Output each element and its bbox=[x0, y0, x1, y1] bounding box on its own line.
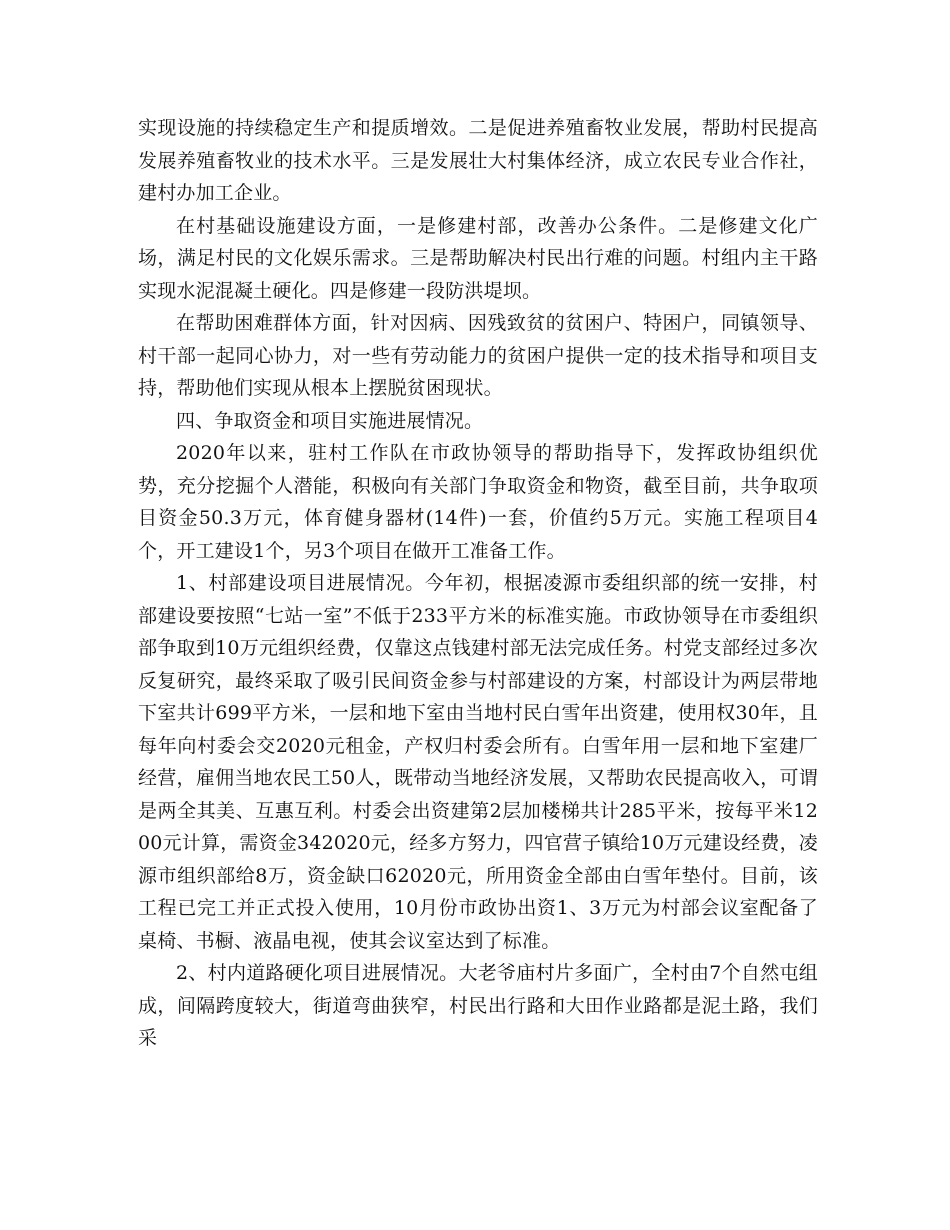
paragraph-7: 2、村内道路硬化项目进展情况。大老爷庙村片多面广，全村由7个自然屯组成，间隔跨度较大，街道弯曲狭窄，村民出行路和大田作业路都是泥土路，我们采 bbox=[138, 962, 818, 1049]
paragraph-3: 在帮助困难群体方面，针对因病、因残致贫的贫困户、特困户，同镇领导、村干部一起同心协力，对一些有劳动能力的贫困户提供一定的技术指导和项目支持，帮助他们实现从根本上摆脱贫困现状。 bbox=[138, 312, 818, 399]
section-heading-4: 四、争取资金和项目实施进展情况。 bbox=[176, 409, 484, 432]
paragraph-6: 1、村部建设项目进展情况。今年初，根据凌源市委组织部的统一安排，村部建设要按照“七站一室”不低于233平方米的标准实施。市政协领导在市委组织部争取到10万元组织经费，仅靠这点钱建村部无法完成任务。村党支部经过多次反复研究，最终采取了吸引民间资金参与村部建设的方案，村部设计为两层带地下室共计699平方米，一层和地下室由当地村民白雪年出资建，使用权30年，且每年向村委会交2020元租金，产权归村委会所有。白雪年用一层和地下室建厂经营，雇佣当地农民工50人，既带动当地经济发展，又帮助农民提高收入，可谓是两全其美、互惠互利。村委会出资建第2层加楼梯共计285平米，按每平米1200元计算，需资金342020元，经多方努力，四官营子镇给10万元建设经费，凌源市组织部给8万，资金缺口62020元，所用资金全部由白雪年垫付。目前，该工程已完工并正式投入使用，10月份市政协出资1、3万元为村部会议室配备了桌椅、书橱、液晶电视，使其会议室达到了标准。 bbox=[138, 572, 818, 952]
paragraph-2: 在村基础设施建设方面，一是修建村部，改善办公条件。二是修建文化广场，满足村民的文化娱乐需求。三是帮助解决村民出行难的问题。村组内主干路实现水泥混凝土硬化。四是修建一段防洪堤坝。 bbox=[138, 214, 818, 302]
paragraph-1: 实现设施的持续稳定生产和提质增效。二是促进养殖畜牧业发展，帮助村民提高发展养殖畜牧业的技术水平。三是发展壮大村集体经济，成立农民专业合作社，建村办加工企业。 bbox=[138, 117, 818, 204]
paragraph-5: 2020年以来，驻村工作队在市政协领导的帮助指导下，发挥政协组织优势，充分挖掘个人潜能，积极向有关部门争取资金和物资，截至目前，共争取项目资金50.3万元，体育健身器材(14件)一套，价值约5万元。实施工程项目4个，开工建设1个，另3个项目在做开工准备工作。 bbox=[138, 442, 818, 562]
document-page bbox=[138, 112, 818, 1192]
